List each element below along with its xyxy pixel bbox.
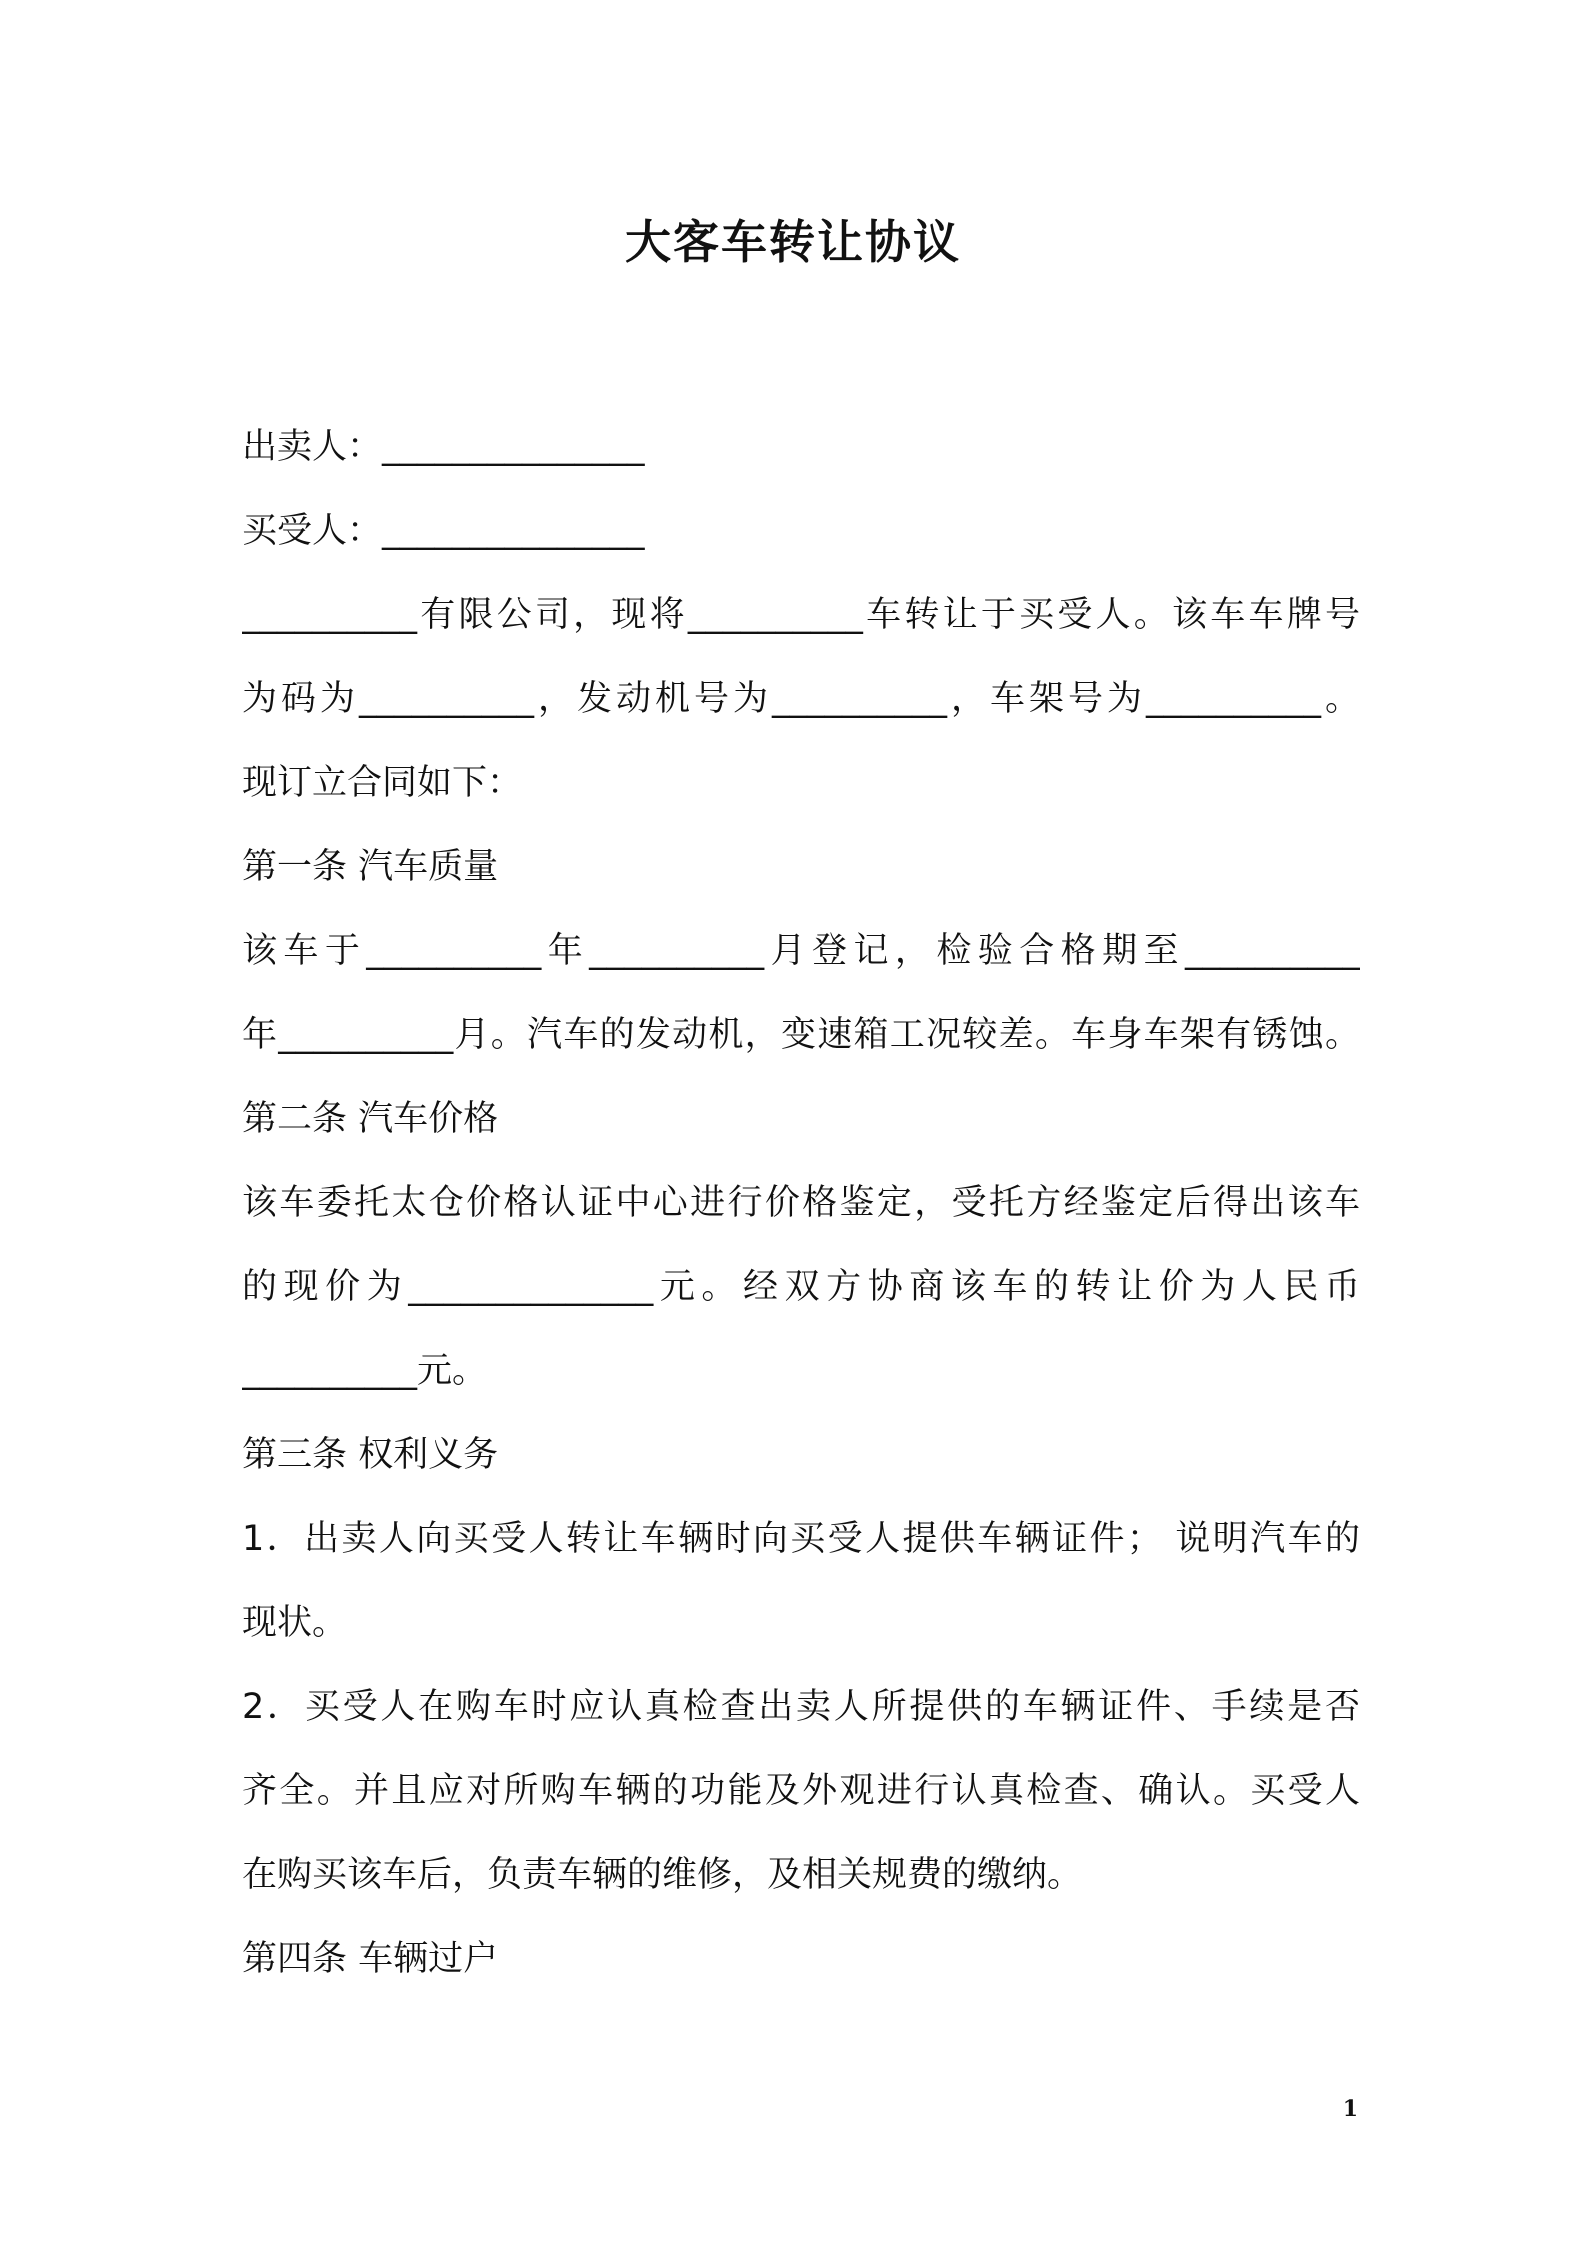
article-heading: 第二条 汽车价格 xyxy=(242,1099,499,1139)
paragraph-line: 2．买受人在购车时应认真检查出卖人所提供的车辆证件、手续是否 xyxy=(242,1687,1360,1727)
paragraph-line: 的现价为______________元。经双方协商该车的转让价为人民币 xyxy=(242,1267,1360,1307)
page-number: 1 xyxy=(1342,2096,1358,2122)
paragraph-line: 现订立合同如下： xyxy=(242,763,523,803)
document-body xyxy=(242,405,1360,2001)
paragraph-line: 在购买该车后，负责车辆的维修，及相关规费的缴纳。 xyxy=(242,1855,1083,1895)
paragraph-line: 该车委托太仓价格认证中心进行价格鉴定，受托方经鉴定后得出该车 xyxy=(242,1183,1360,1223)
buyer-line: 买受人：_______________ xyxy=(242,511,645,551)
paragraph-line: 为码为__________，发动机号为__________，车架号为__________。 xyxy=(242,679,1360,719)
paragraph-line: __________元。 xyxy=(242,1351,488,1391)
paragraph-line: 齐全。并且应对所购车辆的功能及外观进行认真检查、确认。买受人 xyxy=(242,1771,1360,1811)
paragraph-line: 1．出卖人向买受人转让车辆时向买受人提供车辆证件； 说明汽车的 xyxy=(242,1519,1360,1559)
paragraph-line: 年__________月。汽车的发动机，变速箱工况较差。车身车架有锈蚀。 xyxy=(242,1015,1360,1055)
article-heading: 第四条 车辆过户 xyxy=(242,1939,499,1979)
seller-line: 出卖人：_______________ xyxy=(242,427,645,467)
article-heading: 第一条 汽车质量 xyxy=(242,847,499,887)
paragraph-line: __________有限公司，现将__________车转让于买受人。该车车牌号 xyxy=(242,595,1360,635)
article-heading: 第三条 权利义务 xyxy=(242,1435,499,1475)
document-title: 大客车转让协议 xyxy=(625,215,961,269)
paragraph-line: 该车于__________年__________月登记，检验合格期至__________ xyxy=(242,931,1360,971)
paragraph-line: 现状。 xyxy=(242,1603,348,1643)
